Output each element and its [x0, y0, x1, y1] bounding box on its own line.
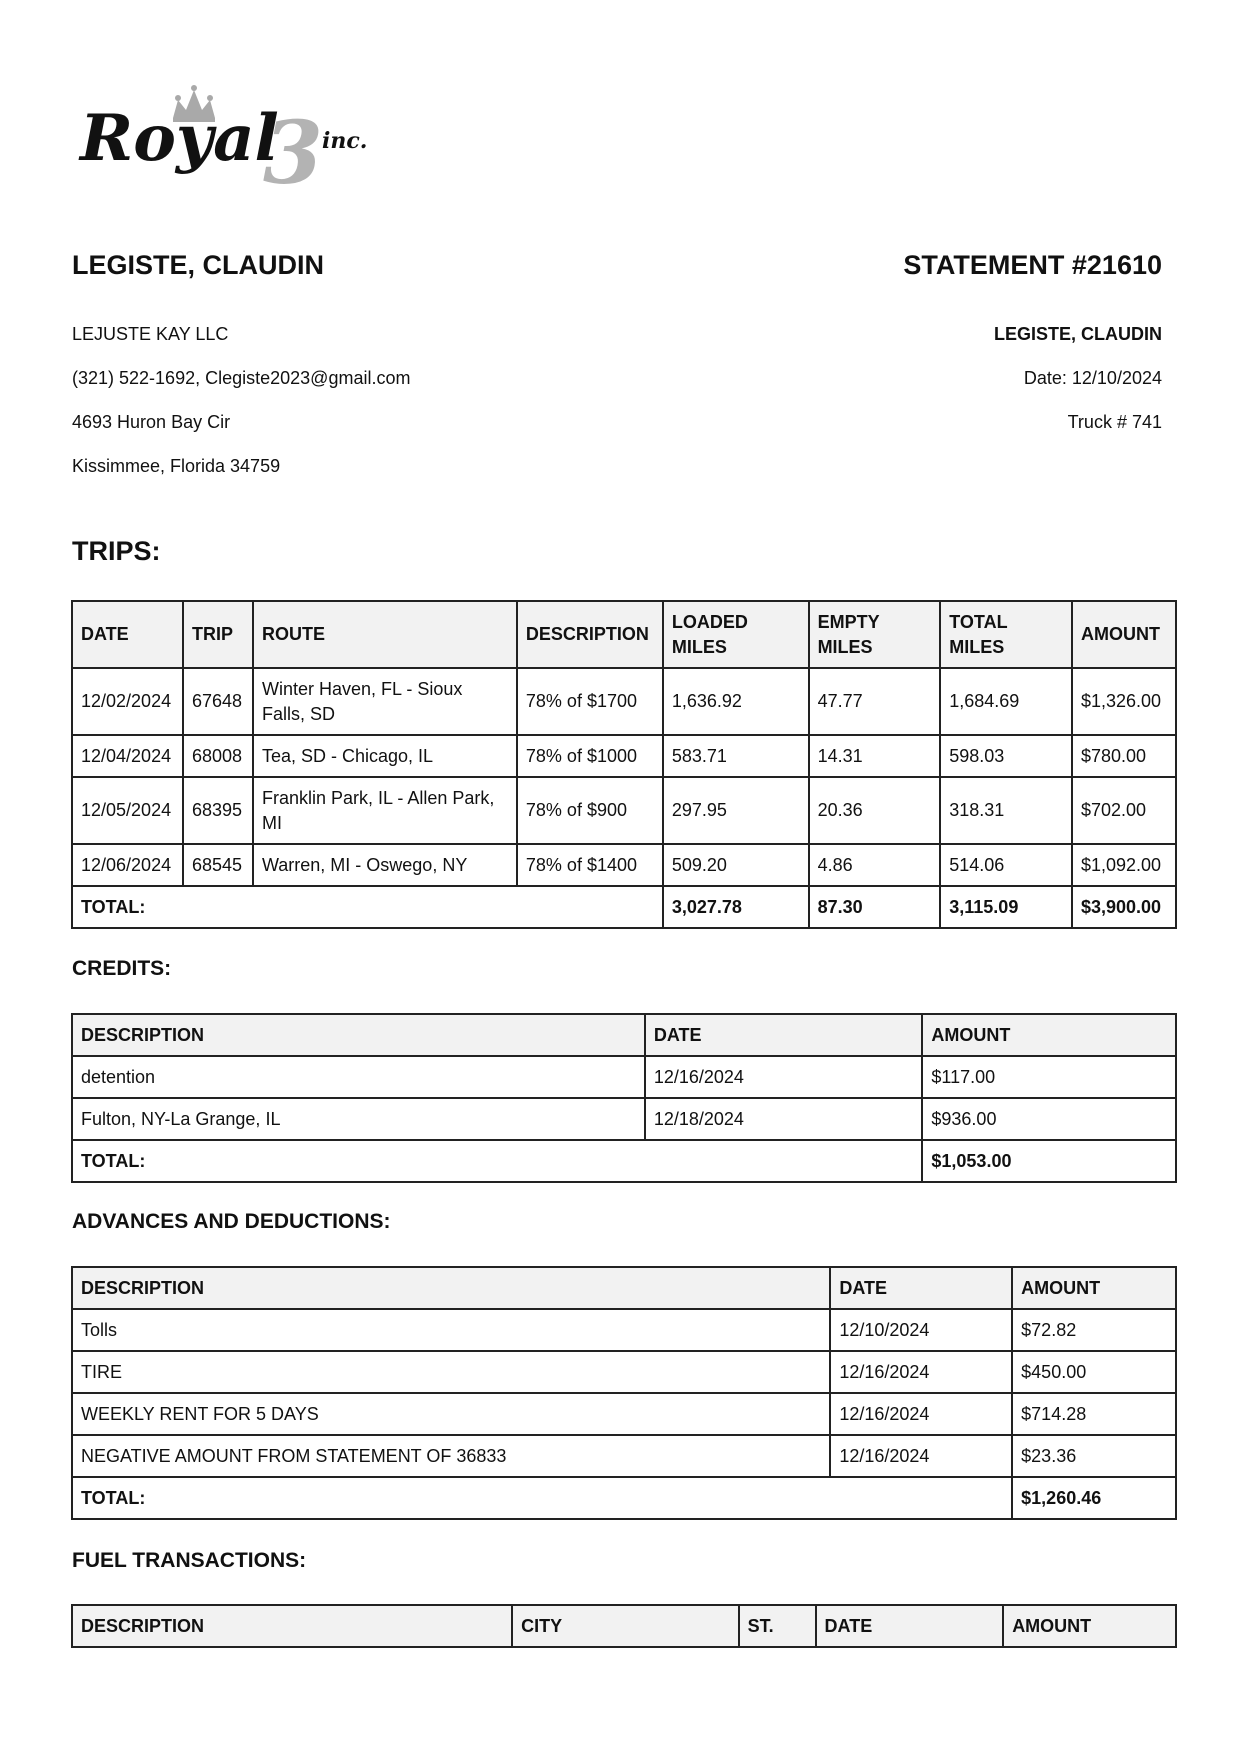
col-trip: TRIP: [183, 601, 253, 668]
cell-empty: 14.31: [809, 735, 941, 777]
col-amount: AMOUNT: [1072, 601, 1176, 668]
cell-route: Tea, SD - Chicago, IL: [253, 735, 517, 777]
statement-title: STATEMENT #21610: [903, 250, 1162, 280]
col-total-miles: TOTAL MILES: [940, 601, 1072, 668]
table-row: [72, 1098, 1176, 1140]
cell-description: TIRE: [72, 1351, 830, 1393]
total-loaded: 3,027.78: [663, 886, 809, 928]
cell-description: NEGATIVE AMOUNT FROM STATEMENT OF 36833: [72, 1435, 830, 1477]
col-description: DESCRIPTION: [72, 1605, 512, 1647]
cell-trip: 67648: [183, 668, 253, 735]
driver-city: Kissimmee, Florida 34759: [72, 456, 281, 476]
cell-amount: $72.82: [1012, 1309, 1176, 1351]
credits-total-row: [72, 1140, 1176, 1182]
col-date: DATE: [72, 601, 183, 668]
total-amount: $3,900.00: [1072, 886, 1176, 928]
credits-heading: CREDITS:: [72, 957, 172, 980]
credits-header-row: [72, 1014, 1176, 1056]
table-row: [72, 1309, 1176, 1351]
logo-numeral: 3: [263, 103, 323, 193]
cell-route: Warren, MI - Oswego, NY: [253, 844, 517, 886]
deductions-heading: ADVANCES AND DEDUCTIONS:: [72, 1210, 391, 1233]
cell-total: 1,684.69: [940, 668, 1072, 735]
table-row: [72, 1056, 1176, 1098]
cell-amount: $450.00: [1012, 1351, 1176, 1393]
col-city: CITY: [512, 1605, 739, 1647]
cell-amount: $1,326.00: [1072, 668, 1176, 735]
fuel-table: [71, 1604, 1177, 1648]
fuel-heading: FUEL TRANSACTIONS:: [72, 1549, 307, 1572]
cell-date: 12/10/2024: [830, 1309, 1012, 1351]
cell-date: 12/05/2024: [72, 777, 183, 844]
cell-amount: $780.00: [1072, 735, 1176, 777]
cell-amount: $714.28: [1012, 1393, 1176, 1435]
trips-table: [71, 600, 1177, 929]
table-row: [72, 1435, 1176, 1477]
total-amount: $1,260.46: [1012, 1477, 1176, 1519]
cell-amount: $1,092.00: [1072, 844, 1176, 886]
table-row: [72, 1393, 1176, 1435]
table-row: [72, 777, 1176, 844]
col-empty-miles: EMPTY MILES: [809, 601, 941, 668]
cell-description: 78% of $1400: [517, 844, 663, 886]
trips-heading: TRIPS:: [72, 536, 161, 566]
cell-route: Winter Haven, FL - Sioux Falls, SD: [253, 668, 517, 735]
col-loaded-miles: LOADED MILES: [663, 601, 809, 668]
cell-date: 12/16/2024: [830, 1393, 1012, 1435]
cell-date: 12/16/2024: [830, 1351, 1012, 1393]
royal-3-inc-logo: [78, 78, 388, 193]
cell-total: 598.03: [940, 735, 1072, 777]
driver-name-title: LEGISTE, CLAUDIN: [72, 250, 325, 280]
total-label: TOTAL:: [72, 886, 663, 928]
credits-table: [71, 1013, 1177, 1183]
trips-total-row: [72, 886, 1176, 928]
col-route: ROUTE: [253, 601, 517, 668]
cell-description: Fulton, NY-La Grange, IL: [72, 1098, 645, 1140]
deductions-header-row: [72, 1267, 1176, 1309]
cell-amount: $936.00: [922, 1098, 1176, 1140]
cell-loaded: 297.95: [663, 777, 809, 844]
col-amount: AMOUNT: [922, 1014, 1176, 1056]
cell-route: Franklin Park, IL - Allen Park, MI: [253, 777, 517, 844]
cell-description: WEEKLY RENT FOR 5 DAYS: [72, 1393, 830, 1435]
cell-date: 12/18/2024: [645, 1098, 923, 1140]
total-amount: $1,053.00: [922, 1140, 1176, 1182]
col-date: DATE: [816, 1605, 1004, 1647]
driver-info: [72, 312, 410, 488]
cell-description: 78% of $1000: [517, 735, 663, 777]
table-row: [72, 844, 1176, 886]
col-date: DATE: [830, 1267, 1012, 1309]
cell-trip: 68008: [183, 735, 253, 777]
driver-company: LEJUSTE KAY LLC: [72, 324, 229, 344]
statement-truck: Truck # 741: [1067, 412, 1162, 432]
deductions-table: [71, 1266, 1177, 1520]
cell-amount: $702.00: [1072, 777, 1176, 844]
cell-total: 318.31: [940, 777, 1072, 844]
cell-trip: 68545: [183, 844, 253, 886]
statement-date: Date: 12/10/2024: [1023, 368, 1162, 388]
cell-date: 12/06/2024: [72, 844, 183, 886]
table-row: [72, 735, 1176, 777]
statement-name: LEGISTE, CLAUDIN: [993, 324, 1162, 344]
total-empty: 87.30: [809, 886, 941, 928]
col-date: DATE: [645, 1014, 923, 1056]
col-state: ST.: [739, 1605, 816, 1647]
cell-trip: 68395: [183, 777, 253, 844]
cell-description: 78% of $1700: [517, 668, 663, 735]
total-label: TOTAL:: [72, 1477, 1012, 1519]
table-row: [72, 668, 1176, 735]
cell-loaded: 1,636.92: [663, 668, 809, 735]
logo-wordmark: Royal: [80, 101, 279, 176]
col-amount: AMOUNT: [1012, 1267, 1176, 1309]
cell-amount: $117.00: [922, 1056, 1176, 1098]
driver-contact: (321) 522-1692, Clegiste2023@gmail.com: [72, 368, 411, 388]
statement-info: [994, 312, 1162, 444]
fuel-header-row: [72, 1605, 1176, 1647]
col-description: DESCRIPTION: [72, 1014, 645, 1056]
cell-loaded: 509.20: [663, 844, 809, 886]
trips-header-row: [72, 601, 1176, 668]
table-row: [72, 1351, 1176, 1393]
total-miles: 3,115.09: [940, 886, 1072, 928]
logo-suffix: inc.: [322, 128, 368, 154]
cell-description: Tolls: [72, 1309, 830, 1351]
col-description: DESCRIPTION: [517, 601, 663, 668]
cell-total: 514.06: [940, 844, 1072, 886]
total-label: TOTAL:: [72, 1140, 922, 1182]
cell-loaded: 583.71: [663, 735, 809, 777]
cell-amount: $23.36: [1012, 1435, 1176, 1477]
cell-empty: 4.86: [809, 844, 941, 886]
cell-empty: 20.36: [809, 777, 941, 844]
deductions-total-row: [72, 1477, 1176, 1519]
cell-date: 12/04/2024: [72, 735, 183, 777]
cell-description: 78% of $900: [517, 777, 663, 844]
cell-date: 12/16/2024: [830, 1435, 1012, 1477]
col-amount: AMOUNT: [1003, 1605, 1176, 1647]
cell-description: detention: [72, 1056, 645, 1098]
driver-street: 4693 Huron Bay Cir: [72, 412, 231, 432]
cell-date: 12/02/2024: [72, 668, 183, 735]
cell-empty: 47.77: [809, 668, 941, 735]
cell-date: 12/16/2024: [645, 1056, 923, 1098]
col-description: DESCRIPTION: [72, 1267, 830, 1309]
